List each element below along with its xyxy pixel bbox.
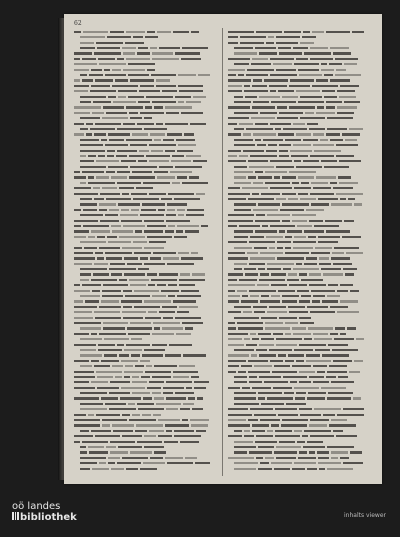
- page-number: 62: [74, 20, 82, 27]
- illegible-text-line: [228, 467, 372, 472]
- illegible-text-line: [228, 283, 372, 288]
- viewer-footer: [0, 498, 400, 537]
- illegible-text-line: [74, 461, 218, 466]
- illegible-text-line: [228, 256, 372, 261]
- column-divider: [222, 28, 223, 476]
- illegible-text-line: [228, 337, 372, 342]
- illegible-text-line: [228, 461, 372, 466]
- illegible-text-line: [74, 159, 218, 164]
- illegible-text-line: [74, 256, 218, 261]
- illegible-text-line: [74, 294, 218, 299]
- illegible-text-line: [228, 159, 372, 164]
- text-column-right: [228, 30, 372, 472]
- illegible-text-line: [74, 283, 218, 288]
- library-logo: [12, 501, 77, 523]
- illegible-text-line: [228, 73, 372, 78]
- scanned-page: [64, 14, 382, 484]
- illegible-text-line: [74, 46, 218, 51]
- illegible-text-line: [74, 89, 218, 94]
- illegible-text-line: [228, 391, 372, 396]
- illegible-text-line: [74, 364, 218, 369]
- illegible-text-line: [228, 186, 372, 191]
- logo-text-line2-label: bibliothek: [20, 512, 77, 523]
- illegible-text-line: [74, 418, 218, 423]
- illegible-text-line: [228, 89, 372, 94]
- illegible-text-line: [74, 143, 218, 148]
- illegible-text-line: [228, 46, 372, 51]
- text-column-left: [74, 30, 218, 472]
- illegible-text-line: [228, 116, 372, 121]
- illegible-text-line: [74, 467, 218, 472]
- logo-text-line2: [12, 512, 77, 523]
- viewer-link[interactable]: inhalts viewer: [344, 512, 386, 519]
- illegible-text-line: [74, 197, 218, 202]
- illegible-text-line: [74, 380, 218, 385]
- illegible-text-line: [228, 143, 372, 148]
- illegible-text-line: [74, 407, 218, 412]
- illegible-text-line: [74, 213, 218, 218]
- illegible-text-line: [228, 267, 372, 272]
- illegible-text-line: [228, 380, 372, 385]
- illegible-text-line: [74, 73, 218, 78]
- illegible-text-line: [228, 310, 372, 315]
- illegible-text-line: [228, 197, 372, 202]
- logo-bars-icon: [12, 512, 20, 523]
- illegible-text-line: [228, 62, 372, 67]
- logo-text-line1: oö landes: [12, 501, 61, 512]
- illegible-text-line: [228, 434, 372, 439]
- illegible-text-line: [228, 407, 372, 412]
- illegible-text-line: [74, 434, 218, 439]
